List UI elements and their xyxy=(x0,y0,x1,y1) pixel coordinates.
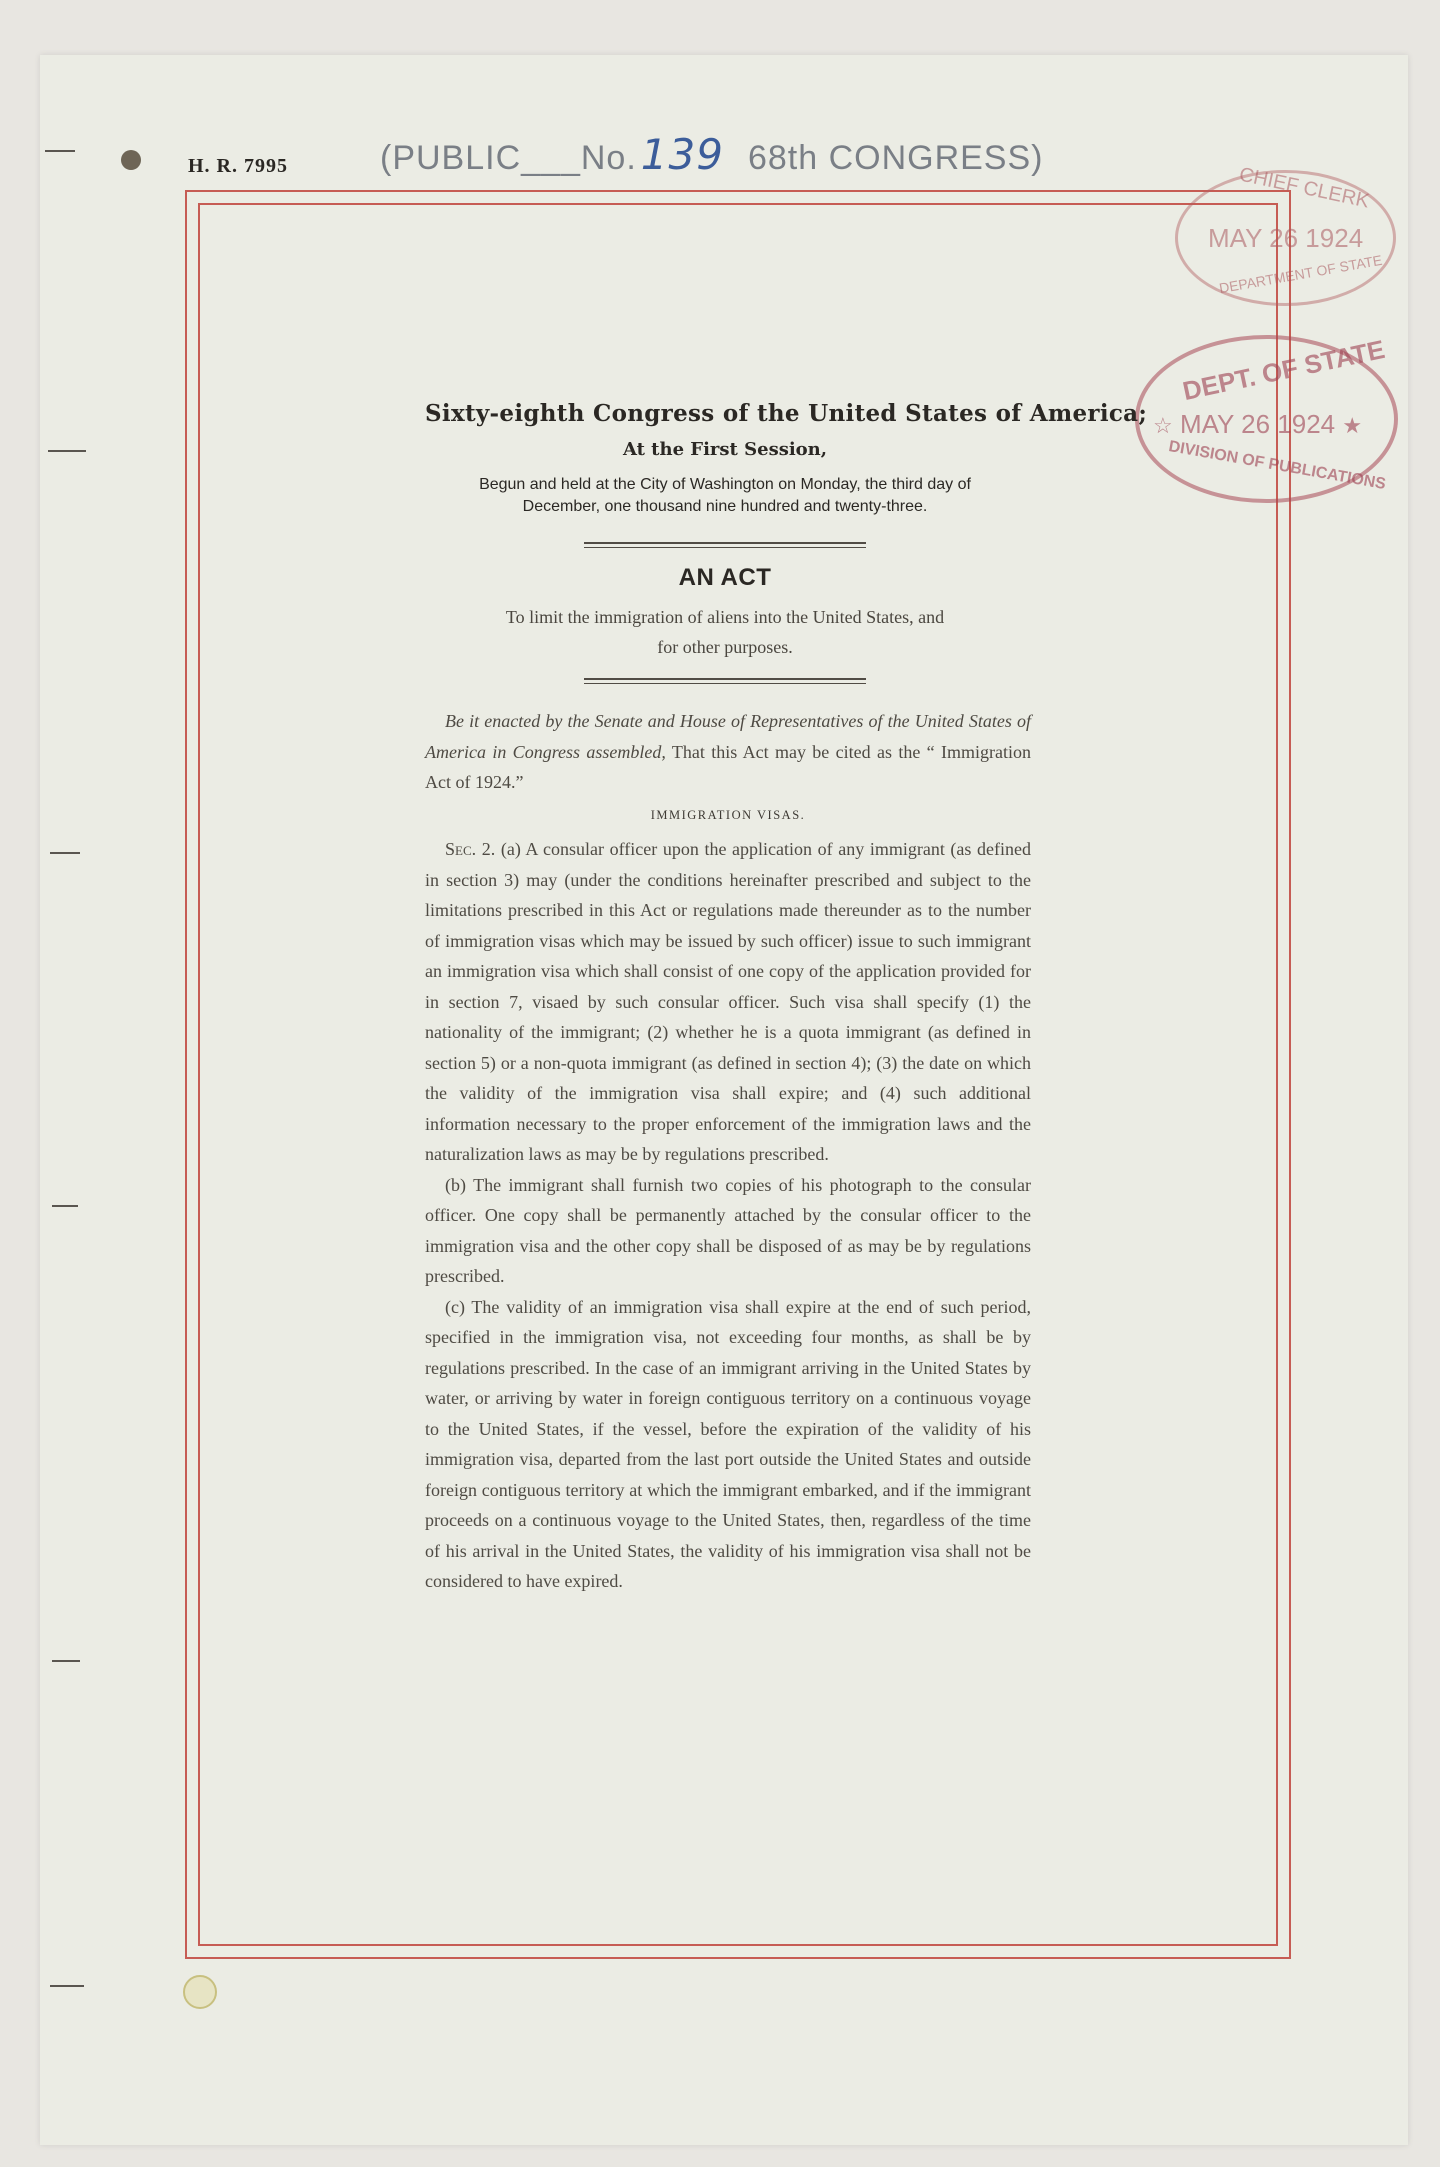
begun-line-2: December, one thousand nine hundred and twenty-three. xyxy=(522,498,928,515)
act-heading: AN ACT xyxy=(678,564,772,591)
dept-of-state-stamp xyxy=(1135,335,1398,503)
section-label: Sec. xyxy=(445,839,477,859)
section-2a-text: 2. (a) A consular officer upon the application of any immigrant (as defined in section 3) may (under the conditions hereinafter prescribed and subject to the limitations prescribed in this Act or regulations made thereunder as to the number of immigration visas which may be issued by such officer) issue to such immigrant an immigration visa which shall consist of one copy of the application provided for in section 7, visaed by such consular officer. Such visa shall specify (1) the nationality of the immigrant; (2) whether he is a quota immigrant (as defined in section 5) or a non-quota immigrant (as defined in section 4); (3) the date on which the validity of the immigration visa shall expire; and (4) such additional information necessary to the proper enforcement of the immigration laws and the naturalization laws as may be by regulations prescribed. xyxy=(425,839,1031,1164)
section-2b: (b) The immigrant shall furnish two copies of his photograph to the consular officer. One copy shall be permanently attached by the consular officer to the immigration visa and the other copy shall be disposed of as may be by regulations prescribed. xyxy=(425,1174,1031,1286)
double-rule-divider xyxy=(584,678,866,684)
margin-mark xyxy=(50,1985,84,1987)
section-2c: (c) The validity of an immigration visa shall expire at the end of such period, specified in the immigration visa, not exceeding four months, as shall be by regulations prescribed. In the case of an immigrant arriving in the United States by water, or arriving by water in foreign contiguous territory on a continuous voyage to the United States, if the vessel, before the expiration of the validity of his immigration visa, departed from the last port outside the United States and outside foreign contiguous territory at which the immigrant embarked, and if the immigrant proceeds on a continuous voyage to the United States, then, regardless of the time of his arrival in the United States, the validity of his immigration visa shall not be considered to have expired. xyxy=(425,1296,1031,1591)
margin-mark xyxy=(50,852,80,854)
margin-mark xyxy=(52,1205,78,1207)
enacting-clause-italic: Be it enacted by the Senate and House of Representatives of the United States of America in Congress assembled, xyxy=(425,711,1031,762)
section-heading: IMMIGRATION VISAS. xyxy=(650,807,806,822)
enacting-clause-rest: That this Act may be cited as the “ Immigration Act of 1924.” xyxy=(425,741,1031,792)
public-prefix: (PUBLIC___No. xyxy=(380,139,637,177)
margin-mark xyxy=(45,150,75,152)
margin-mark xyxy=(48,450,86,452)
clerk-stamp-bottom: DEPARTMENT OF STATE xyxy=(1217,251,1384,297)
enacting-clause xyxy=(425,706,1031,798)
act-body xyxy=(425,706,1031,1597)
paper-hole xyxy=(183,1975,217,2009)
star-icon: ★ xyxy=(1342,413,1363,438)
section-2a xyxy=(425,834,1031,1170)
dept-stamp-bottom: DIVISION OF PUBLICATIONS xyxy=(1167,438,1388,493)
clerk-stamp-top: CHIEF CLERK xyxy=(1237,163,1372,213)
margin-mark xyxy=(52,1660,80,1662)
clerk-stamp-date: MAY 26 1924 xyxy=(1208,223,1364,253)
dept-stamp-date-row xyxy=(1153,409,1362,440)
bill-number: H. R. 7995 xyxy=(188,155,288,177)
clerk-received-stamp xyxy=(1175,163,1396,306)
public-number: 139 xyxy=(640,130,724,179)
session-title: At the First Session, xyxy=(622,439,828,460)
congress-title: Sixty-eighth Congress of the United States of America; xyxy=(425,400,1148,427)
star-icon: ☆ xyxy=(1153,413,1173,438)
begun-statement xyxy=(445,474,1005,518)
act-purpose-line-1: To limit the immigration of aliens into the United States, and xyxy=(505,607,945,627)
act-purpose-line-2: for other purposes. xyxy=(657,637,793,657)
double-rule-divider xyxy=(584,542,866,548)
act-content xyxy=(425,400,1148,1597)
paper-hole xyxy=(121,150,141,170)
begun-line-1: Begun and held at the City of Washington on Monday, the third day of xyxy=(479,476,971,493)
dept-stamp-date: MAY 26 1924 xyxy=(1179,409,1336,439)
dept-stamp-top: DEPT. OF STATE xyxy=(1180,333,1388,407)
congress-label: 68th CONGRESS) xyxy=(747,139,1044,177)
public-law-stamp xyxy=(380,130,1043,179)
act-purpose xyxy=(415,602,1035,662)
